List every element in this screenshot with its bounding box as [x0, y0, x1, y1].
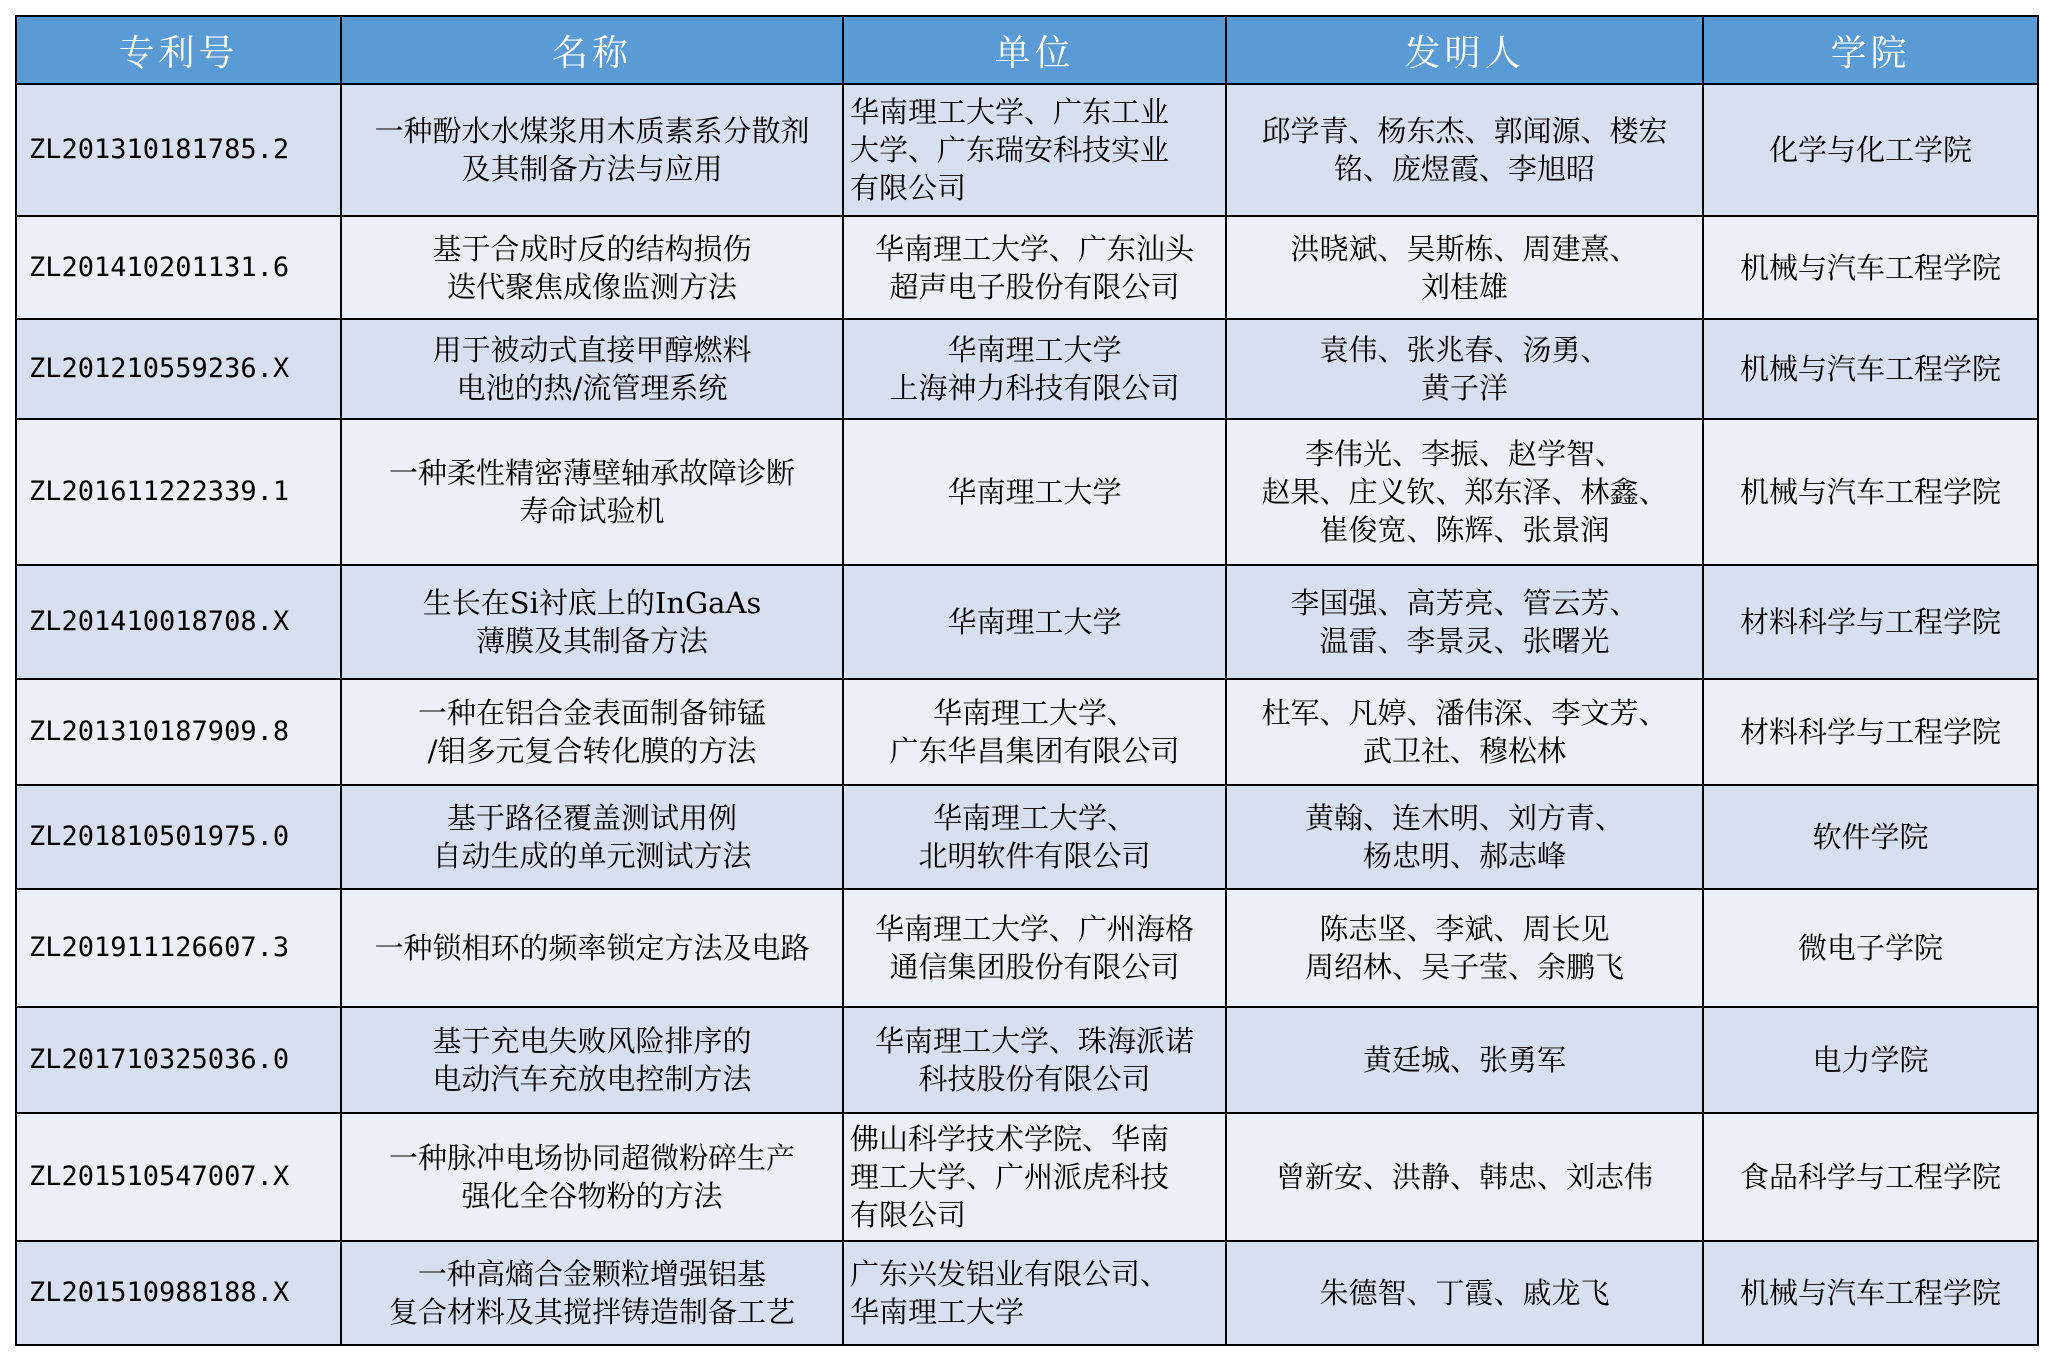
patent-number-cell: ZL201911126607.3: [16, 889, 341, 1007]
inventors-cell: 袁伟、张兆春、汤勇、 黄子洋: [1226, 319, 1703, 419]
inventors-cell: 洪晓斌、吴斯栋、周建熹、 刘桂雄: [1226, 216, 1703, 319]
inventors-cell: 朱德智、丁霞、戚龙飞: [1226, 1241, 1703, 1345]
patent-number-cell: ZL201510547007.X: [16, 1113, 341, 1241]
table-header: [16, 16, 2038, 84]
patent-number-cell: ZL201810501975.0: [16, 785, 341, 889]
table-row: [16, 785, 2038, 889]
unit-cell: 华南理工大学、广东工业 大学、广东瑞安科技实业 有限公司: [843, 84, 1226, 216]
patent-name-cell: 一种酚水水煤浆用木质素系分散剂 及其制备方法与应用: [341, 84, 843, 216]
college-cell: 机械与汽车工程学院: [1703, 1241, 2038, 1345]
table-row: [16, 84, 2038, 216]
table-row: [16, 889, 2038, 1007]
unit-cell: 华南理工大学、 北明软件有限公司: [843, 785, 1226, 889]
patent-name-cell: 一种脉冲电场协同超微粉碎生产 强化全谷物粉的方法: [341, 1113, 843, 1241]
patent-table: [15, 15, 2039, 1346]
inventors-cell: 杜军、凡婷、潘伟深、李文芳、 武卫社、穆松林: [1226, 679, 1703, 785]
college-cell: 机械与汽车工程学院: [1703, 216, 2038, 319]
patent-name-cell: 一种在铝合金表面制备铈锰 /钼多元复合转化膜的方法: [341, 679, 843, 785]
inventors-cell: 曾新安、洪静、韩忠、刘志伟: [1226, 1113, 1703, 1241]
college-cell: 食品科学与工程学院: [1703, 1113, 2038, 1241]
table-row: [16, 1007, 2038, 1113]
patent-name-cell: 一种高熵合金颗粒增强铝基 复合材料及其搅拌铸造制备工艺: [341, 1241, 843, 1345]
inventors-cell: 黄廷城、张勇军: [1226, 1007, 1703, 1113]
inventors-cell: 邱学青、杨东杰、郭闻源、楼宏 铭、庞煜霞、李旭昭: [1226, 84, 1703, 216]
college-cell: 化学与化工学院: [1703, 84, 2038, 216]
college-cell: 微电子学院: [1703, 889, 2038, 1007]
header-unit: 单位: [843, 16, 1226, 84]
patent-name-cell: 基于充电失败风险排序的 电动汽车充放电控制方法: [341, 1007, 843, 1113]
inventors-cell: 李国强、高芳亮、管云芳、 温雷、李景灵、张曙光: [1226, 565, 1703, 679]
table-row: [16, 319, 2038, 419]
patent-number-cell: ZL201611222339.1: [16, 419, 341, 565]
header-patent-no: 专利号: [16, 16, 341, 84]
patent-name-cell: 基于路径覆盖测试用例 自动生成的单元测试方法: [341, 785, 843, 889]
header-row: [16, 16, 2038, 84]
unit-cell: 广东兴发铝业有限公司、 华南理工大学: [843, 1241, 1226, 1345]
inventors-cell: 黄翰、连木明、刘方青、 杨忠明、郝志峰: [1226, 785, 1703, 889]
table-row: [16, 679, 2038, 785]
patent-number-cell: ZL201410018708.X: [16, 565, 341, 679]
unit-cell: 华南理工大学 上海神力科技有限公司: [843, 319, 1226, 419]
patent-number-cell: ZL201710325036.0: [16, 1007, 341, 1113]
header-inventors: 发明人: [1226, 16, 1703, 84]
college-cell: 材料科学与工程学院: [1703, 679, 2038, 785]
table-row: [16, 1113, 2038, 1241]
patent-number-cell: ZL201410201131.6: [16, 216, 341, 319]
inventors-cell: 李伟光、李振、赵学智、 赵果、庄义钦、郑东泽、林鑫、 崔俊宽、陈辉、张景润: [1226, 419, 1703, 565]
college-cell: 机械与汽车工程学院: [1703, 319, 2038, 419]
college-cell: 机械与汽车工程学院: [1703, 419, 2038, 565]
patent-name-cell: 用于被动式直接甲醇燃料 电池的热/流管理系统: [341, 319, 843, 419]
header-college: 学院: [1703, 16, 2038, 84]
patent-name-cell: 基于合成时反的结构损伤 迭代聚焦成像监测方法: [341, 216, 843, 319]
patent-number-cell: ZL201510988188.X: [16, 1241, 341, 1345]
unit-cell: 佛山科学技术学院、华南 理工大学、广州派虎科技 有限公司: [843, 1113, 1226, 1241]
college-cell: 软件学院: [1703, 785, 2038, 889]
table-row: [16, 565, 2038, 679]
unit-cell: 华南理工大学、珠海派诺 科技股份有限公司: [843, 1007, 1226, 1113]
inventors-cell: 陈志坚、李斌、周长见 周绍林、吴子莹、余鹏飞: [1226, 889, 1703, 1007]
patent-number-cell: ZL201310181785.2: [16, 84, 341, 216]
patent-name-cell: 一种锁相环的频率锁定方法及电路: [341, 889, 843, 1007]
unit-cell: 华南理工大学、 广东华昌集团有限公司: [843, 679, 1226, 785]
patent-name-cell: 一种柔性精密薄壁轴承故障诊断 寿命试验机: [341, 419, 843, 565]
college-cell: 材料科学与工程学院: [1703, 565, 2038, 679]
unit-cell: 华南理工大学: [843, 565, 1226, 679]
table-row: [16, 419, 2038, 565]
header-name: 名称: [341, 16, 843, 84]
patent-number-cell: ZL201310187909.8: [16, 679, 341, 785]
patent-name-cell: 生长在Si衬底上的InGaAs 薄膜及其制备方法: [341, 565, 843, 679]
patent-number-cell: ZL201210559236.X: [16, 319, 341, 419]
unit-cell: 华南理工大学、广州海格 通信集团股份有限公司: [843, 889, 1226, 1007]
table-body: [16, 84, 2038, 1345]
college-cell: 电力学院: [1703, 1007, 2038, 1113]
unit-cell: 华南理工大学、广东汕头 超声电子股份有限公司: [843, 216, 1226, 319]
table-row: [16, 216, 2038, 319]
table-row: [16, 1241, 2038, 1345]
unit-cell: 华南理工大学: [843, 419, 1226, 565]
